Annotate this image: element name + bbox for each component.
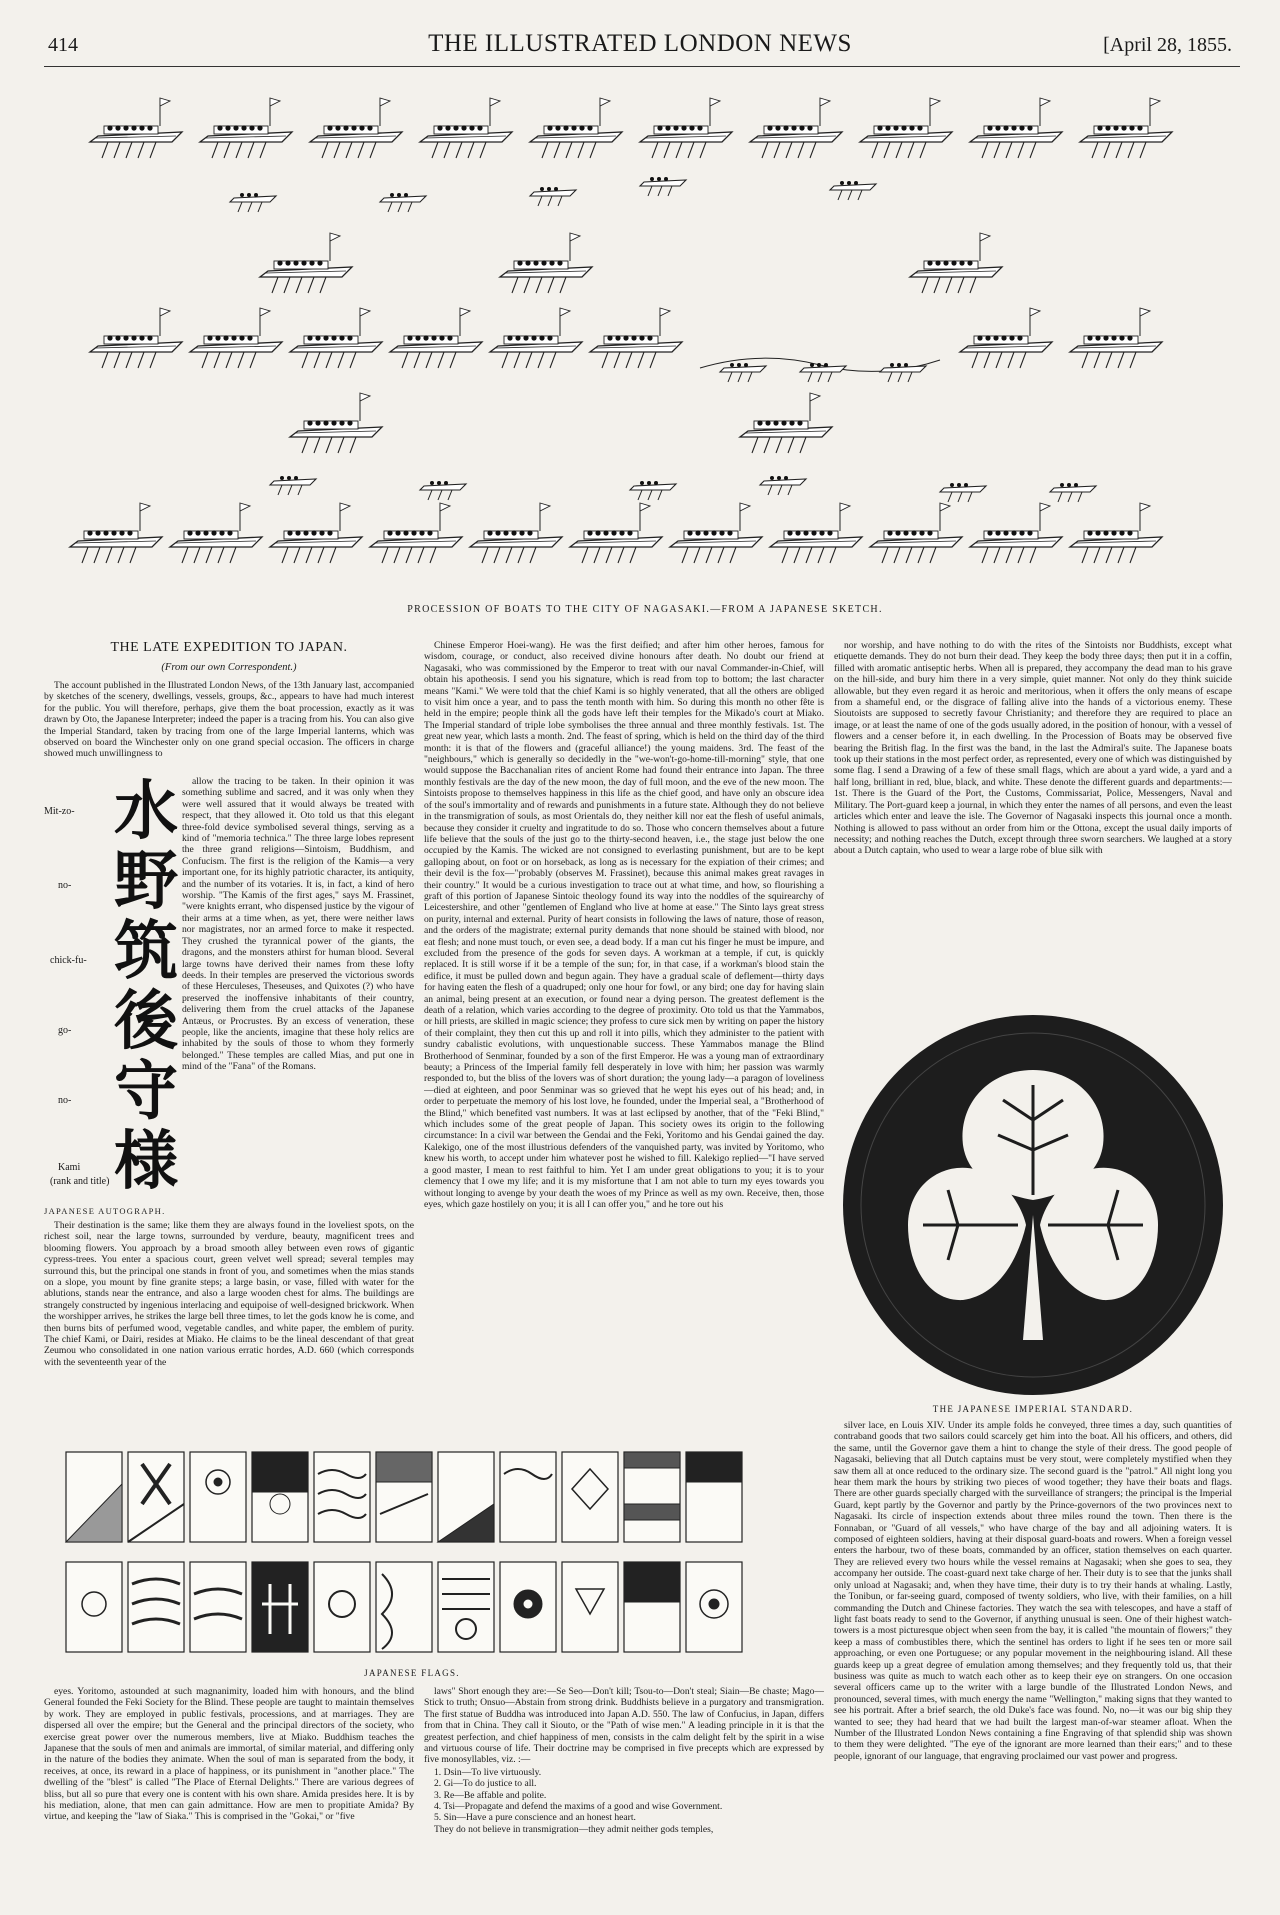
autograph-reading: go-	[58, 1025, 72, 1036]
paragraph: silver lace, en Louis XIV. Under its ample folds he conveyed, three times a day, such quantities of contraband goods that two sailors could scarcely get him into the boat. All his officers, and others, did the same, until the Governor gave them a hint to change the style of their dress. The good people of Nagasaki, believing that all Dutch captains must be very stout, were completely mystified when they saw them all at once reduced to the ordinary size. The second guard is the "patrol." All night long you hear them mark the hours by striking two pieces of wood together; they have their boats and flags. There are other guards specially charged with the surveillance of strangers; the principal is the Imperial Guard, kept partly by the Governor and partly by the Prince-governors of the two provinces next to Nagasaki. Its circle of inspection extends about three miles round the town. Then there is the Fonnaban, or "Guard of all vessels," who have charge of the bay and all adjoining waters. It is composed of eighteen soldiers, having at their disposal guard-boats and rowers. When a foreign vessel enters the harbour, two of these boats, commanded by an officer, station themselves on each quarter. They are relieved every two hours while the vessel remains at Nagasaki; when she goes to sea, they accompany her outside. The coast-guard next take charge of her. Their duty is to see that the junks shall only unload at Nagasaki; and, when they have time, their duty is to try their hands at whaling. Lastly, the Tonibun, or far-seeing guard, composed of twenty soldiers, who live, with their families, on a hill commanding the Dutch and Chinese factories. They watch the sea with telescopes, and have a staff of light fast boats ready to send to the Governor, if anything unusual is seen. One of their highest watch-towers is a most picturesque object when seen from the bay, it is called "the mountain of flowers;" they keep a mass of combustibles there, which the sentinel has orders to light if he sees ten or more sail approaching, or even one Portuguese; or any popular movement in the neighbouring island. All these guards keep up a great degree of emulation among themselves; and they frequently told us, that their business was quite as much to watch each other as to keep their eye on strangers. On one occasion several officers came up to the writer with a large bundle of the Illustrated London News, and pronounced, several times, with much energy the name "Wellington," making signs that they wanted to see his portrait. After a brief search, the old Duke's face was found. No, no—it was our big ship they wanted to see; they had heard that we had built the largest man-of-war steamer afloat. When the Number of the Illustrated London News containing a fine Engraving of that splendid ship was shown to them they were delighted. "The eye of the ignorant are more learned than their ears;" and to these people, ignorant of our language, that engraving proclaimed our vast power and progress.	[834, 1420, 1232, 1762]
newspaper-title: THE ILLUSTRATED LONDON NEWS	[428, 30, 852, 57]
autograph-character: 後	[114, 984, 178, 1059]
list-item: 4. Tsi—Propagate and defend the maxims of a good and wise Government.	[434, 1801, 723, 1813]
autograph-caption: JAPANESE AUTOGRAPH.	[44, 1206, 166, 1216]
boat-procession-illustration	[60, 80, 1230, 590]
japanese-flags-illustration	[62, 1444, 762, 1664]
article-col1-rest	[44, 1220, 414, 1434]
autograph-reading: Kami	[58, 1162, 81, 1173]
autograph-character: 筑	[114, 914, 178, 989]
autograph-reading: no-	[58, 1095, 72, 1106]
paragraph: allow the tracing to be taken. In their opinion it was something sublime and sacred, and it was only when they were well assured that it would always be treated with respect, that they allowed it. Oto told us that this elegant three-fold device symbolised several things, serving as a kind of "memoria technica." The three large lobes represent the three grand religions—Sintoism, Buddhism, and Confucism. The first is the religion of the Kamis—a very important one, for its highly patriotic character, its antiquity, and the number of its votaries. It is, in fact, a kind of hero worship. "The Kamis of the first ages," says M. Frassinet, "were knights errant, who dispensed justice by the vigour of their arms at a time when, as yet, there were neither laws nor magistrates, nor an armed force to make it respected. They crushed the tyrannical power of the giants, the dragons, and the monsters athirst for human blood. Several large towns have derived their names from these lofty deeds. In their temples are preserved the victorious swords of these Herculeses, Theseuses, and Quixotes (?) who have preserved the inoffensive inhabitants of their country, delivering them from the cruel attacks of the Japanese Antæus, or Procrustes. By an excess of veneration, these people, like the ancients, imagine that these holy relics are inhabited by the souls of those to whom they formerly belonged." These temples are called Mias, and put one in mind of the "Fana" of the Romans.	[182, 776, 414, 1073]
autograph-character: 様	[114, 1124, 178, 1199]
paragraph: Chinese Emperor Hoei-wang). He was the first deified; and after him other heroes, famous for wisdom, courage, or conduct, also received divine honours after death. No doubt our friend at Nagasaki, who was commissioned by the Emperor to treat with our naval Commander-in-Chief, will obtain his apotheosis. I send you his signature, which is read from top to bottom; the last character means "Kami." We were told that the chief Kami is so highly venerated, that all the others are obliged to visit him once a year, and to pass the tenth month with him. So during this month no other fête is held in the empire; people think all the gods have left their temples for the Mikado's court at Miako. The Imperial standard of triple lobe symbolises the three annual and three monthly festivals. 1st. The great new year, which lasts a month. 2nd. The feast of spring, which is held on the third day of the third month: it is that of the flowers and (graceful alliance!) the young maidens. 3rd. The feast of the "neighbours," which is generally so decidedly in the "we-won't-go-home-till-morning" style, that one would suppose the Bacchanalian rites of ancient Rome had found their entrance into Japan. The three monthly festivals are the day of the new moon, the day of full moon, and the eve of the new moon. The Sintoists propose to themselves happiness in this life as the chief good, and have only an obscure idea of the soul's immortality and of rewards and punishments in a future state. Although they do not believe in the transmigration of souls, as most Orientals do, they neither kill nor eat the flesh of useful animals, because they consider it cruelty and ingratitude to do so. Those who concern themselves about a future life believe that the souls of the just go to the thirty-second heaven, i.e., the stage just below the one occupied by the Kamis. The wicked are not consigned to everlasting punishment, but are to be kept galloping about, on foot or on horseback, as long as is necessary for the expiation of their crimes; and their devil is the fox—"probably (observes M. Frassinet), because this animal makes great ravages in their country." It would be a curious investigation to trace out at what time, and how, so flourishing a graft of this portion of Japanese Sintoic theology found its way into the noddles of the squirearchy of Leicestershire, and other "gentlemen of England who live at home at ease." The Sinto lays great stress on purity, internal and external. Purity of heart consists in following the laws of nature, those of reason, and the orders of the magistrate; external purity demands that none should be stained with blood, nor eat flesh; and none must touch, or even see, a dead body. If a man cut his finger he must be impure, and excluded from the presence of the gods for seven days. A workman at a temple, if cut, is quickly replaced. It is still worse if it be a temple of the sun; for, in that case, if a workman's blood stain the edifice, it must be pulled down and begun again. They have a gradual scale of deflement—thirty days for having eaten the flesh of a quadruped; only one hour for fowl, or any bird; one day for having slain an animal, being present at an execution, or found near a dying person. The greatest deflement is the death of a relation, which varies according to the degree of proximity. Oto told us that the Yammabos, or hill priests, are skilled in magic science; they profess to cure sick men by writing on paper the history of their complaint, they then cut this up and roll it into pills, which they administer to the patient with sundry cabalistic evolutions, with unquestionable success. These Yammabos manage the Blind Brotherhood of Senminar, founded by a son of the first Emperor. He was a young man of extraordinary beauty; a Princess of the Imperial family fell desperately in love with him; her passion was warmly responded to, but the bliss of the lovers was of short duration; the young lady—a paragon of loveliness—died at eighteen, and poor Senminar was so grieved that he wept his eyes out of his head; and, in order to perpetuate the memory of his lost love, he founded, under the Imperial seal, a "Brotherhood of the Blind," which benefited vast numbers. It was at last eclipsed by another, that of the "Feki Blind," which includes some of the great people of Japan. This society owes its origin to the following circumstance: In a civil war between the Gendai and the Feki, Yoritomo and his Gendai gained the day. Kalekigo, one of the most illustrious defenders of the vanquished party, was invited by Yoritomo, who knew his worth, to accept under him whatever post he wished to fill. Kalekigo replied—"I have served a good master, I mean to rest faithful to him. Yet I am under great obligations to you; it is to your clemency that I owe my life; and it is my misfortune that I am not able to turn my eyes towards you without longing to avenge by your death the woes of my Prince as well as my own. Receive, then, those eyes, which gaze hostilely on you; it is all I can offer you," and he tore out his	[424, 640, 824, 1210]
masthead	[48, 30, 1232, 64]
article-bottom-col1	[44, 1686, 414, 1908]
flags-caption: JAPANESE FLAGS.	[364, 1668, 460, 1678]
list-item: 1. Dsin—To live virtuously.	[434, 1766, 542, 1778]
list-item: 5. Sin—Have a pure conscience and an honest heart.	[434, 1812, 636, 1824]
article-col1-beside	[182, 776, 414, 1218]
standard-caption: THE JAPANESE IMPERIAL STANDARD.	[932, 1404, 1134, 1414]
article-col3	[834, 640, 1232, 958]
paragraph: They do not believe in transmigration—they admit neither gods temples,	[434, 1823, 714, 1835]
autograph-reading: chick-fu-	[50, 955, 87, 966]
paragraph: laws" Short enough they are:—Se Seo—Don't kill; Tsou-to—Don't steal; Siain—Be chaste; Mago—Stick to truth; Onsuo—Abstain from strong drink. Buddhists believe in a purgatory and transmigration. The first statue of Buddha was introduced into Japan A.D. 550. The law of Confucius, in Japan, differs from that in China. They call it Siouto, or the "Path of wise men." A leading principle in it is that the greatest perfection, and chief happiness of men, consists in the calm delight felt by the spirit in a wise and virtuous course of life. Their doctrine may be comprised in five precepts which are expressed by five monosyllables, viz. :—	[424, 1686, 824, 1766]
list-item: 2. Gi—To do justice to all.	[434, 1778, 537, 1790]
masthead-rule	[44, 66, 1240, 67]
autograph-reading: no-	[58, 880, 72, 891]
issue-date: [April 28, 1855.	[1103, 34, 1232, 56]
article-title: THE LATE EXPEDITION TO JAPAN.	[110, 640, 348, 655]
autograph-reading: Mit-zo-	[44, 806, 75, 817]
autograph-character: 野	[114, 844, 178, 919]
article-col2	[424, 640, 824, 1434]
autograph-character: 守	[114, 1054, 178, 1129]
paragraph: nor worship, and have nothing to do with the rites of the Sintoists nor Buddhists, except what etiquette demands. They do not burn their dead. They keep the body three days; then put it in a coffin, filled with aromatic antiseptic herbs. When all is prepared, they accompany the dead man to his grave on the hill-side, and bury him there in a very simple, quiet manner. Not only do they think suicide allowable, but they even regard it as heroic and meritorious, when it offers the only means of escape from a shameful end, or the disgrace of falling alive into the hands of a victorious enemy. These Sioutoists are supposed to secretly favour Christianity; and therefore they are required to place an image, or at least the name of one of the gods usually adored, in the position of honour, with a vessel of flowers and a censer before it, in each dwelling. In the Procession of Boats may be observed five bearing the British flag. In the first was the band, in the last the Admiral's suite. The Japanese boats took up their stations in the most perfect order, as represented, every one of which was distinguished by some flag. I send a Drawing of a few of these small flags, which are about a yard wide, a yard and a half long, brilliant in red, blue, black, and white. These denote the different guards and departments:—1st. There is the Guard of the Port, the Customs, Commissariat, Police, Messengers, Naval and Military. The Port-guard keep a journal, in which they enter the names of all persons, and even the least articles which enter and leave the isle. The Governor of Nagasaki inspects this journal once a month. Nothing is allowed to pass without an order from him or the Ottona, except the usual daily imports of necessity; and nothing reaches the Dutch, except through three sworn searchers. We laughed at a story about a Dutch captain, who used to wear a large robe of blue silk with	[834, 640, 1232, 857]
list-item: 3. Re—Be affable and polite.	[434, 1789, 547, 1801]
page-number: 414	[48, 34, 78, 56]
autograph-character: 水	[114, 774, 178, 849]
article-bottom-col2	[424, 1686, 824, 1908]
japanese-autograph	[44, 774, 178, 1200]
article-col3-lower	[834, 1420, 1232, 1906]
imperial-standard-emblem	[838, 1010, 1228, 1400]
article-col1-intro	[44, 680, 414, 772]
paragraph: The account published in the Illustrated London News, of the 13th January last, accompanied by sketches of the scenery, dwellings, vessels, groups, &c., appears to have had much interest for the public. You will therefore, perhaps, give them the boat procession, exactly as it was drawn by Oto, the Japanese Interpreter; indeed the paper is a tracing from his. You can also give the Imperial Standard, taken by tracing from one of the large Imperial lanterns, which was observed on board the Winchester only on one grand special occasion. The officers in charge showed much unwillingness to	[44, 680, 414, 760]
paragraph: eyes. Yoritomo, astounded at such magnanimity, loaded him with honours, and the blind General founded the Feki Society for the Blind. These people are taught to maintain themselves by work. They are employed in public festivals, processions, and at marriages. They are dispersed all over the empire; but the General and the principal directors of the society, who exercise great power over the numerous members, live at Miako. Buddhism teaches the Japanese that the souls of men and animals are immortal, of similar material, and differing only in the nature of the bodies they animate. When the soul of man is separated from the body, it receives, at once, its reward in a place of happiness, or its punishment in "another place." The dwelling of the "blest" is called "The Place of Eternal Delights." There are various degrees of bliss, but all so pure that every one is content with his own share. Amida presides here. It is by his mediation, alone, that men can gain admittance. How are men to propitiate Amida? By virtue, and keeping the "law of Siaka." This is comprised in the "Gokai," or "five	[44, 1686, 414, 1823]
autograph-note: (rank and title)	[50, 1176, 110, 1187]
procession-caption: PROCESSION OF BOATS TO THE CITY OF NAGASAKI.—FROM A JAPANESE SKETCH.	[407, 604, 883, 615]
precepts-list	[424, 1767, 824, 1824]
article-byline: (From our own Correspondent.)	[161, 662, 297, 673]
paragraph: Their destination is the same; like them they are always found in the loveliest spots, on the richest soil, near the large towns, surrounded by verdure, beauty, magnificent trees and blooming flowers. You approach by a broad smooth alley between even rows of gigantic cypress-trees. You enter a spacious court, green velvet well spread; several temples may surround this, but the principal one stands in front of you, and sometimes when the mias stands on a slope, you mount by fine granite steps; a large basin, or vase, filled with water for the ablutions, stands near the entrance, and also a large wooden chest for alms. The buildings are strangely constructed by ingenious interlacing and equipoise of well-designed brickwork. When the worshipper arrives, he strikes the large bell three times, to let the gods know he is come, and then burns bits of perfumed wood, vegetable candles, and white paper, the emblem of purity. The chief Kami, or Dairi, resides at Miako. He claims to be the lineal descendant of that great Zeumou who consolidated in one nation various erratic hordes, A.D. 660 (which corresponds with the seventeenth year of the	[44, 1220, 414, 1368]
